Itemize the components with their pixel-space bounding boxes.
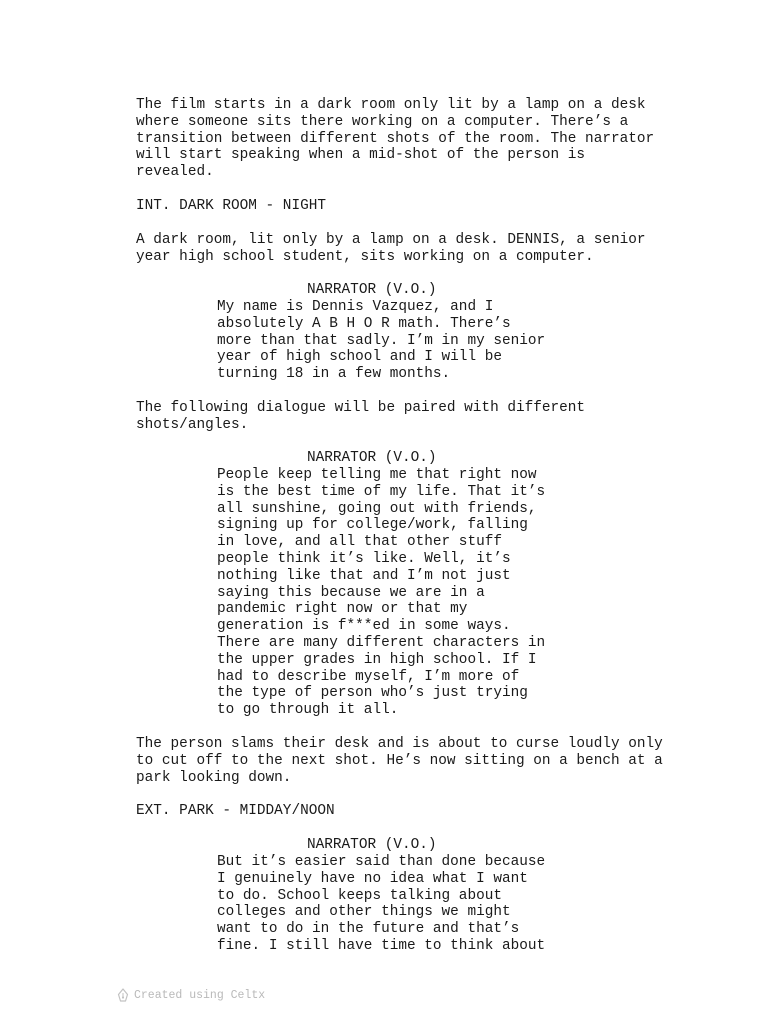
dialogue-line: had to describe myself, I’m more of	[217, 668, 520, 685]
character-name: NARRATOR (V.O.)	[307, 282, 437, 298]
dialogue-line: absolutely A B H O R math. There’s	[217, 315, 511, 332]
footer-text: Created using Celtx	[134, 988, 266, 1002]
dialogue-line: more than that sadly. I’m in my senior	[217, 332, 546, 349]
action-line: where someone sits there working on a computer. There’s a	[136, 113, 629, 130]
action-block	[136, 97, 654, 181]
character-name: NARRATOR (V.O.)	[307, 450, 437, 466]
dialogue-line: is the best time of my life. That it’s	[217, 483, 546, 500]
action-line: A dark room, lit only by a lamp on a desk. DENNIS, a senior	[136, 232, 646, 248]
dialogue-block	[217, 467, 545, 719]
action-block	[136, 232, 646, 266]
character-cue	[307, 837, 437, 854]
dialogue-line: all sunshine, going out with friends,	[217, 500, 537, 517]
scene-heading	[136, 803, 335, 820]
dialogue-line: fine. I still have time to think about	[217, 937, 546, 954]
action-line: The person slams their desk and is about to curse loudly only	[136, 736, 663, 752]
dialogue-line: My name is Dennis Vazquez, and I	[217, 299, 494, 315]
dialogue-line: to go through it all.	[217, 702, 399, 719]
dialogue-line: the type of person who’s just trying	[217, 685, 528, 702]
dialogue-line: want to do in the future and that’s	[217, 921, 520, 938]
dialogue-line: generation is f***ed in some ways.	[217, 618, 511, 635]
action-line: shots/angles.	[136, 416, 249, 433]
action-line: park looking down.	[136, 769, 292, 786]
dialogue-block	[217, 854, 545, 955]
dialogue-block	[217, 299, 545, 383]
dialogue-line: nothing like that and I’m not just	[217, 567, 511, 584]
dialogue-line: turning 18 in a few months.	[217, 366, 451, 383]
action-block	[136, 736, 663, 786]
character-cue	[307, 450, 437, 467]
action-line: revealed.	[136, 164, 214, 181]
dialogue-line: I genuinely have no idea what I want	[217, 870, 528, 887]
action-block	[136, 400, 585, 434]
dialogue-line: But it’s easier said than done because	[217, 854, 546, 870]
action-line: year high school student, sits working on a computer.	[136, 248, 594, 265]
celtx-pen-nib-icon	[117, 988, 129, 1003]
action-line: to cut off to the next shot. He’s now sitting on a bench at a	[136, 752, 663, 769]
dialogue-line: the upper grades in high school. If I	[217, 651, 537, 668]
character-name: NARRATOR (V.O.)	[307, 837, 437, 853]
dialogue-line: to do. School keeps talking about	[217, 887, 502, 904]
action-line: The following dialogue will be paired with different	[136, 400, 586, 416]
dialogue-line: people think it’s like. Well, it’s	[217, 550, 511, 567]
action-line: The film starts in a dark room only lit by a lamp on a desk	[136, 97, 646, 113]
dialogue-line: signing up for college/work, falling	[217, 517, 528, 534]
character-cue	[307, 282, 437, 299]
dialogue-line: pandemic right now or that my	[217, 601, 468, 618]
dialogue-line: in love, and all that other stuff	[217, 534, 502, 551]
celtx-footer	[117, 988, 265, 1003]
scene-heading-text: INT. DARK ROOM - NIGHT	[136, 198, 326, 214]
scene-heading-text: EXT. PARK - MIDDAY/NOON	[136, 803, 335, 819]
dialogue-line: year of high school and I will be	[217, 349, 502, 366]
action-line: transition between different shots of the room. The narrator	[136, 130, 655, 147]
scene-heading	[136, 198, 326, 215]
dialogue-line: People keep telling me that right now	[217, 467, 537, 483]
dialogue-line: colleges and other things we might	[217, 904, 511, 921]
action-line: will start speaking when a mid-shot of the person is	[136, 147, 586, 164]
dialogue-line: There are many different characters in	[217, 634, 546, 651]
dialogue-line: saying this because we are in a	[217, 584, 485, 601]
